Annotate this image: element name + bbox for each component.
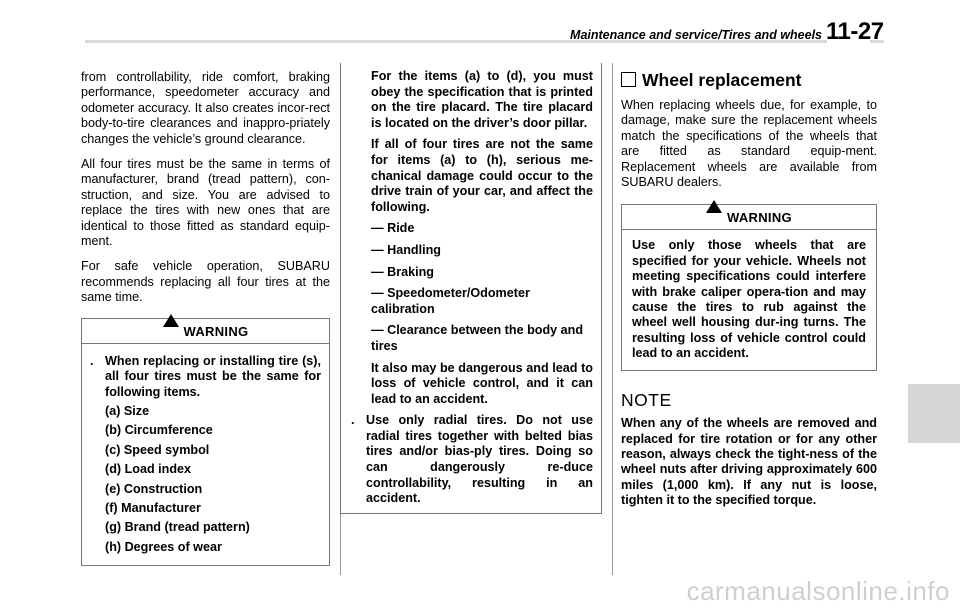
warning-header	[82, 319, 329, 344]
bullet-text: Use only radial tires. Do not use radial tires together with belted bias tires and/or bias-ply tires. Doing so can dangerously re-duce controllability, resulting in an accident.	[366, 413, 593, 506]
list-item: (f) Manufacturer	[105, 500, 201, 515]
warning-title: WARNING	[183, 323, 249, 339]
bullet-mark: .	[351, 413, 355, 428]
list-item: (d) Load index	[105, 462, 192, 477]
paragraph: When replacing wheels due, for example, to damage, make sure the replacement wheels match the specifications of the wheels that are fitted as standard equip-ment. Replacement wheels are available from SUBARU dealers.	[621, 98, 877, 190]
bullet-text: When replacing or installing tire (s), all four tires must be the same for following items.	[105, 353, 321, 399]
list-item: — Braking	[371, 264, 434, 279]
list-item: (a) Size	[105, 403, 150, 418]
warning-bullet	[90, 354, 321, 400]
warning-triangle-icon	[163, 314, 179, 327]
section-title: Wheel replacement	[642, 70, 802, 90]
section-heading	[621, 70, 877, 90]
paragraph: All four tires must be the same in terms of manufacturer, brand (tread pattern), con-struction, and size. You are advised to replace the tires with new ones that are identical to those fitted as standard equip-ment.	[81, 157, 330, 249]
warning-header	[622, 205, 876, 230]
warning-box	[621, 204, 877, 370]
section-square-icon	[621, 72, 636, 87]
list-item: — Ride	[371, 221, 415, 236]
paragraph: It also may be dangerous and lead to loss of vehicle control, and it can lead to an accident.	[371, 360, 593, 406]
bullet-mark: .	[90, 353, 94, 368]
warning-bullet	[349, 413, 593, 507]
note-text: When any of the wheels are removed and replaced for tire rotation or for any other reason, always check the tight-ness of the wheel nuts after driving approximately 600 miles (1,000 km). If any nut is loose, tighten it to the specified torque.	[621, 416, 877, 508]
warning-box-continued	[340, 63, 602, 514]
chapter-tab	[908, 384, 960, 443]
warning-text: Use only those wheels that are specified for your vehicle. Wheels not meeting specifications could interfere with brake caliper opera-tion and may cause the tires to rub against the wheel well housing dur-ing turns. The resulting loss of vehicle control could lead to an accident.	[632, 238, 866, 361]
column-divider-2	[612, 63, 613, 575]
list-item: (e) Construction	[105, 481, 203, 496]
warning-body	[82, 344, 329, 555]
column-left	[81, 70, 330, 566]
paragraph: from controllability, ride comfort, braking performance, speedometer accuracy and odometer accuracy. It also creates incor-rect body-to-tire clearances and inappro-priately changes the vehicle’s ground clearance.	[81, 70, 330, 146]
warning-box	[81, 318, 330, 566]
warning-title: WARNING	[726, 210, 792, 226]
list-item: — Speedometer/Odometer calibration	[371, 286, 530, 316]
list-item: (h) Degrees of wear	[105, 539, 222, 554]
paragraph: If all of four tires are not the same for items (a) to (h), serious me-chanical damage could occur to the drive train of your car, and affect the following.	[371, 137, 593, 214]
item-list	[90, 404, 321, 555]
list-item: (g) Brand (tread pattern)	[105, 520, 250, 535]
column-right	[621, 70, 877, 509]
page-number: 11-27	[826, 18, 884, 45]
list-item: (c) Speed symbol	[105, 442, 210, 457]
warning-triangle-icon	[706, 200, 722, 213]
paragraph: For the items (a) to (d), you must obey the specification that is printed on the tire placard. The tire placard is located on the driver’s door pillar.	[371, 69, 593, 130]
running-header: Maintenance and service/Tires and wheels	[570, 28, 822, 42]
watermark: carmanualsonline.info	[686, 576, 950, 606]
list-item: (b) Circumference	[105, 423, 213, 438]
list-item: — Handling	[371, 242, 441, 257]
list-item: — Clearance between the body and tires	[371, 323, 584, 353]
column-middle	[340, 63, 602, 514]
paragraph: For safe vehicle operation, SUBARU recommends replacing all four tires at the same time.	[81, 259, 330, 305]
note-heading: NOTE	[621, 389, 672, 410]
